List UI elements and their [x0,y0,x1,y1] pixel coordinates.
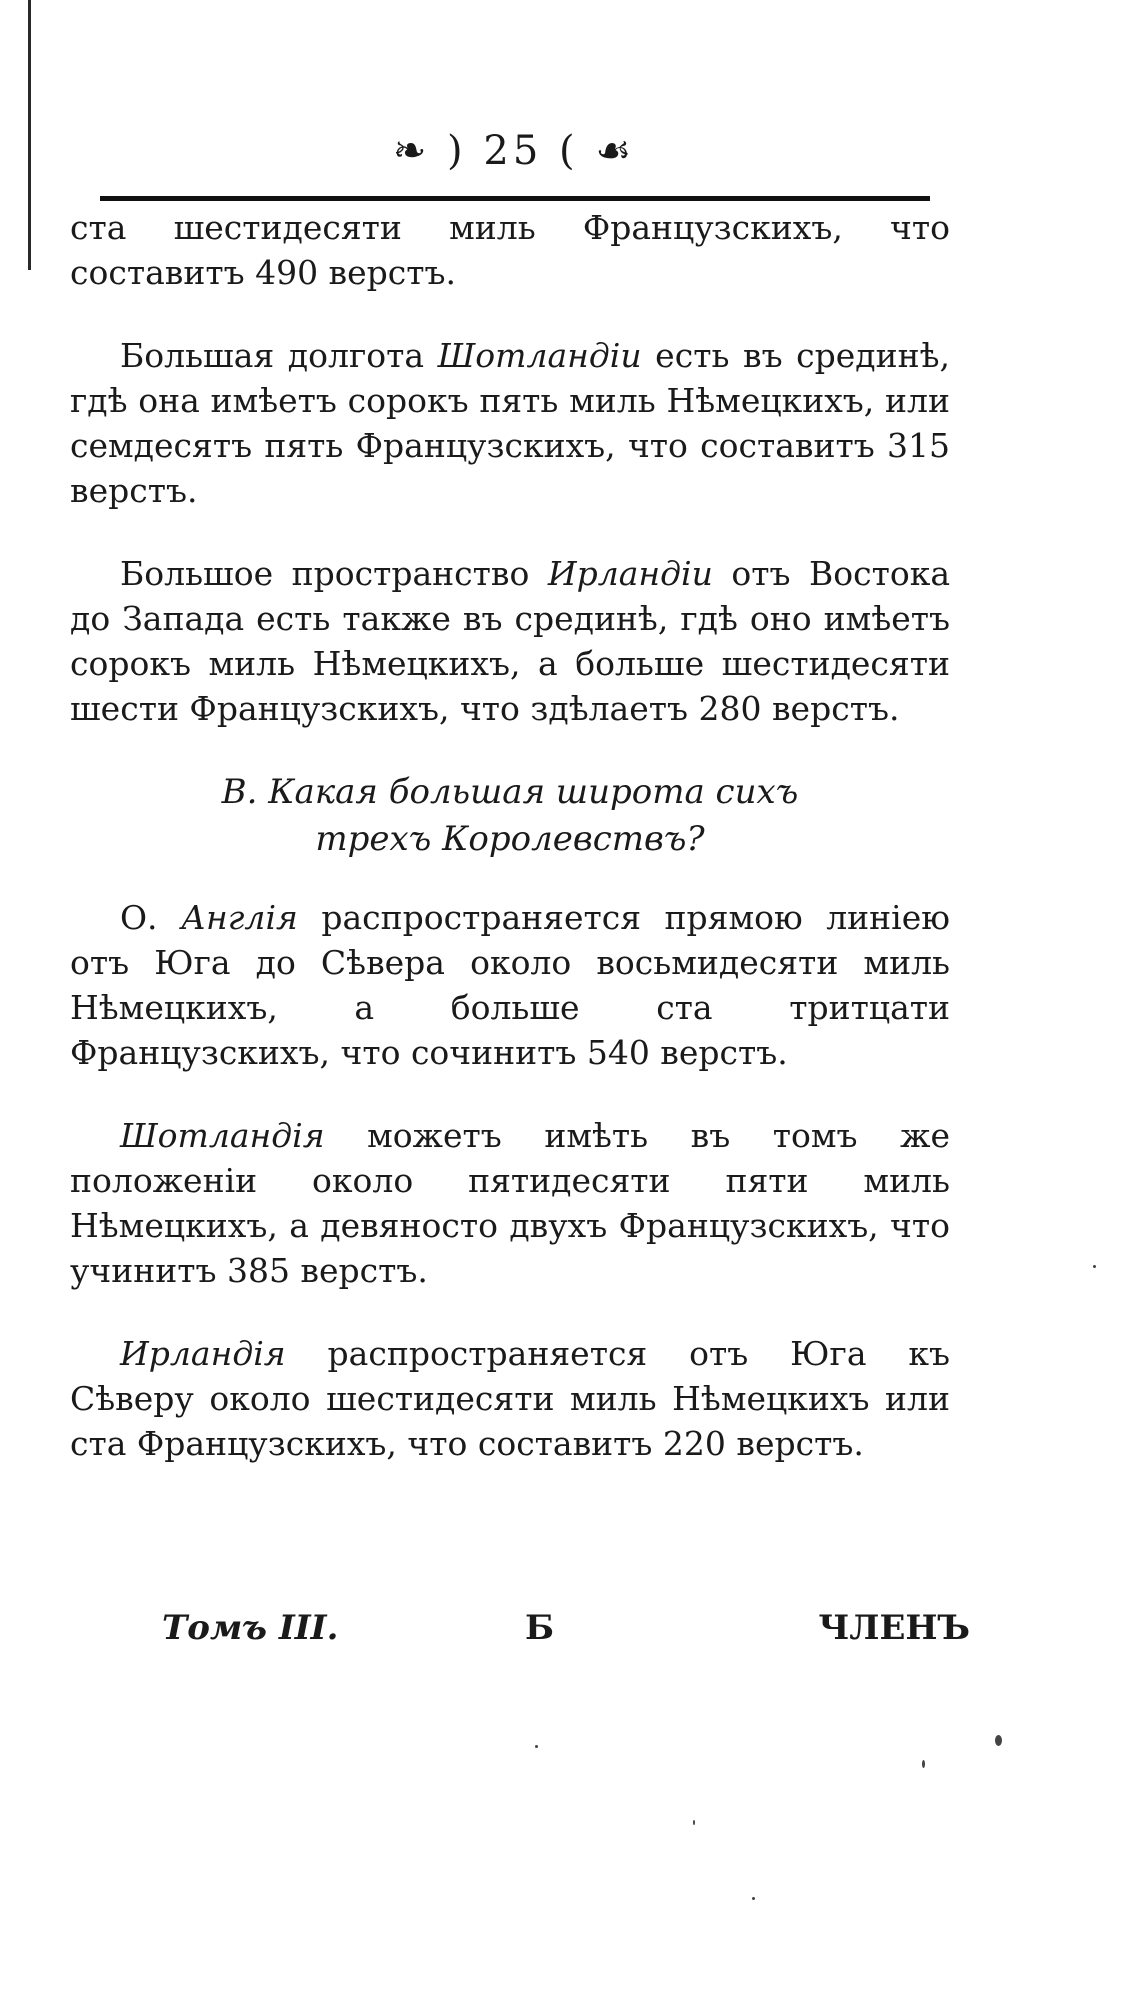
answer-scotland [70,1113,950,1293]
italic-name: Шотландіи [437,336,642,375]
page-footer [150,1608,970,1658]
answer-ireland [70,1331,950,1466]
volume-label: Томъ III. [162,1608,339,1648]
ink-speck [1093,1265,1096,1268]
paragraph-text: можетъ имѣть въ томъ же положеніи около пятидесяти пяти миль Нѣмецкихъ, а девяносто двухъ Французскихъ, что учинитъ 385 верстъ. [70,1116,950,1290]
question-line-1: В. Какая большая широта сихъ [221,772,799,812]
italic-name: Шотландія [120,1116,325,1155]
page-number-header: ❧ ) 25 ( ☙ [392,128,636,174]
italic-name: Ирландіи [547,554,713,593]
header-rule [100,196,930,201]
paragraph-text: Большая долгота [120,336,438,375]
ink-speck [995,1735,1002,1746]
paragraph-1 [70,205,950,295]
page-body [70,205,950,1504]
ink-speck [693,1820,695,1825]
paragraph-text: распространяется прямою линіею отъ Юга до Сѣвера около восьмидесяти миль Нѣмецкихъ, а больше ста тритцати Французскихъ, что сочинитъ 540 верстъ. [70,898,950,1072]
paragraph-text: О. [120,898,182,937]
page-spine-edge [28,0,31,270]
answer-england [70,895,950,1075]
paragraph-3 [70,551,950,731]
ink-speck [535,1745,538,1748]
question-line-2: трехъ Королевствъ? [315,819,705,859]
paragraph-text: ста шестидесяти миль Французскихъ, что составитъ 490 верстъ. [70,208,950,292]
paragraph-text: есть въ срединѣ, гдѣ она имѣетъ сорокъ пять миль Нѣмецкихъ, или семдесятъ пять Французскихъ, что составитъ 315 верстъ. [70,336,950,510]
question-heading [70,769,950,863]
paragraph-text: Большое пространство [120,554,548,593]
catchword: ЧЛЕНЪ [818,1608,970,1648]
paragraph-2 [70,333,950,513]
italic-name: Англія [181,898,298,937]
paragraph-text: распространяется отъ Юга къ Сѣверу около шестидесяти миль Нѣмецкихъ или ста Французскихъ, что составитъ 220 верстъ. [70,1334,950,1463]
ink-speck [922,1760,925,1768]
signature-mark: Б [525,1608,555,1648]
ink-speck [752,1897,755,1900]
paragraph-text: отъ Востока до Запада есть также въ срединѣ, гдѣ оно имѣетъ сорокъ миль Нѣмецкихъ, а больше шестидесяти шести Французскихъ, что здѣлаетъ 280 верстъ. [70,554,950,728]
italic-name: Ирландія [120,1334,286,1373]
